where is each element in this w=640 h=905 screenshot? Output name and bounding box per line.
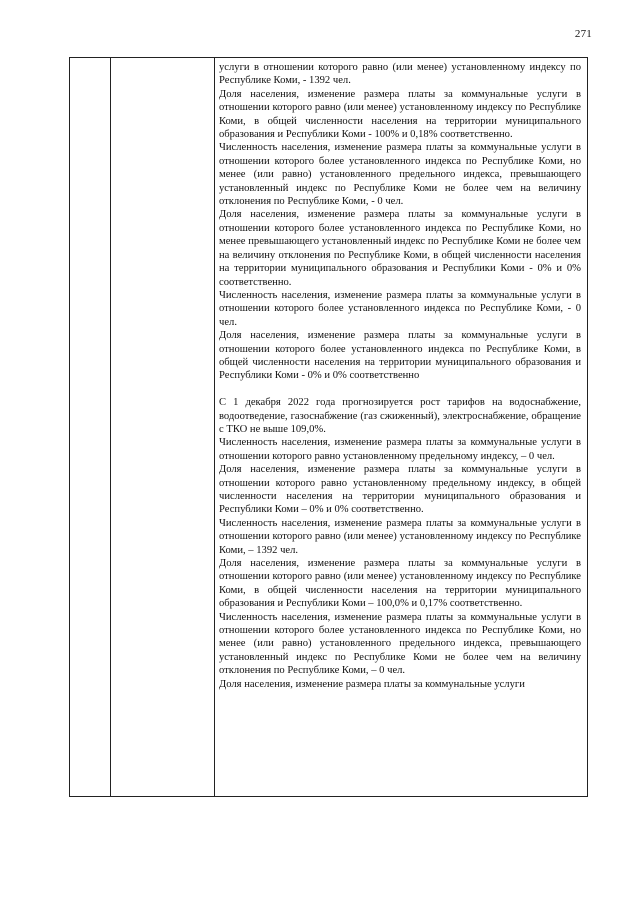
paragraph: Численность населения, изменение размера платы за коммунальные услуги в отношении которого более установленного индекса по Республике Коми, но менее (или равно) установленного предельного индекса, превышающего установленный индекс по Республике Коми не более чем на величину отклонения по Республике Коми, - 0 чел. [219,142,581,208]
paragraph: Численность населения, изменение размера платы за коммунальные услуги в отношении которого более установленного индекса по Республике Коми, - 0 чел. [219,289,581,328]
paragraph: Доля населения, изменение размера платы за коммунальные услуги [219,678,525,690]
paragraph: Доля населения, изменение размера платы за коммунальные услуги в отношении которого равно (или менее) установленному индексу по Республике Коми, в общей численности населения на территории муниципального образования и Республики Коми - 100% и 0,18% соответственно. [219,88,581,141]
paragraph: С 1 декабря 2022 года прогнозируется рост тарифов на водоснабжение, водоотведение, газоснабжение (газ сжиженный), электроснабжение, обращение с ТКО не выше 109,0%. [219,397,581,435]
paragraph: Численность населения, изменение размера платы за коммунальные услуги в отношении которого равно установленному предельному индексу, – 0 чел. [219,437,581,462]
paragraph: Численность населения, изменение размера платы за коммунальные услуги в отношении которого равно (или менее) установленному индексу по Республике Коми, – 1392 чел. [219,517,581,556]
column-divider-1 [110,58,111,796]
paragraph: Доля населения, изменение размера платы за коммунальные услуги в отношении которого более установленного индекса по Республике Коми, но менее превышающего установленный индекс по Республике Коми не более чем на величину отклонения по Республике Коми, в общей численности населения на территории муниципального образования и Республики Коми - 0% и 0% соответственно. [219,209,581,288]
paragraph: Доля населения, изменение размера платы за коммунальные услуги в отношении которого равно (или менее) установленному индексу по Республике Коми, в общей численности населения на территории муниципального образования и Республики Коми – 100,0% и 0,17% соответственно. [219,558,581,610]
paragraph: услуги в отношении которого равно (или менее) установленному индексу по Республике Коми, - 1392 чел. [219,62,581,87]
column-divider-2 [214,58,215,796]
paragraph: Доля населения, изменение размера платы за коммунальные услуги в отношении которого равно установленному предельному индексу, в общей численности населения на территории муниципального образования и Республики Коми – 0% и 0% соответственно. [219,464,581,516]
table-text-cell [219,61,581,691]
paragraph: Доля населения, изменение размера платы за коммунальные услуги в отношении которого более установленного индекса по Республике Коми, в общей численности населения на территории муниципального образования и Республики Коми - 0% и 0% соответственно [219,330,581,382]
paragraph: Численность населения, изменение размера платы за коммунальные услуги в отношении которого более установленного индекса по Республике Коми, но менее (или равно) установленного предельного индекса, превышающего установленный индекс по Республике Коми не более чем на величину отклонения по Республике Коми, – 0 чел. [219,611,581,677]
page-number: 271 [574,28,592,40]
document-table [69,57,588,797]
